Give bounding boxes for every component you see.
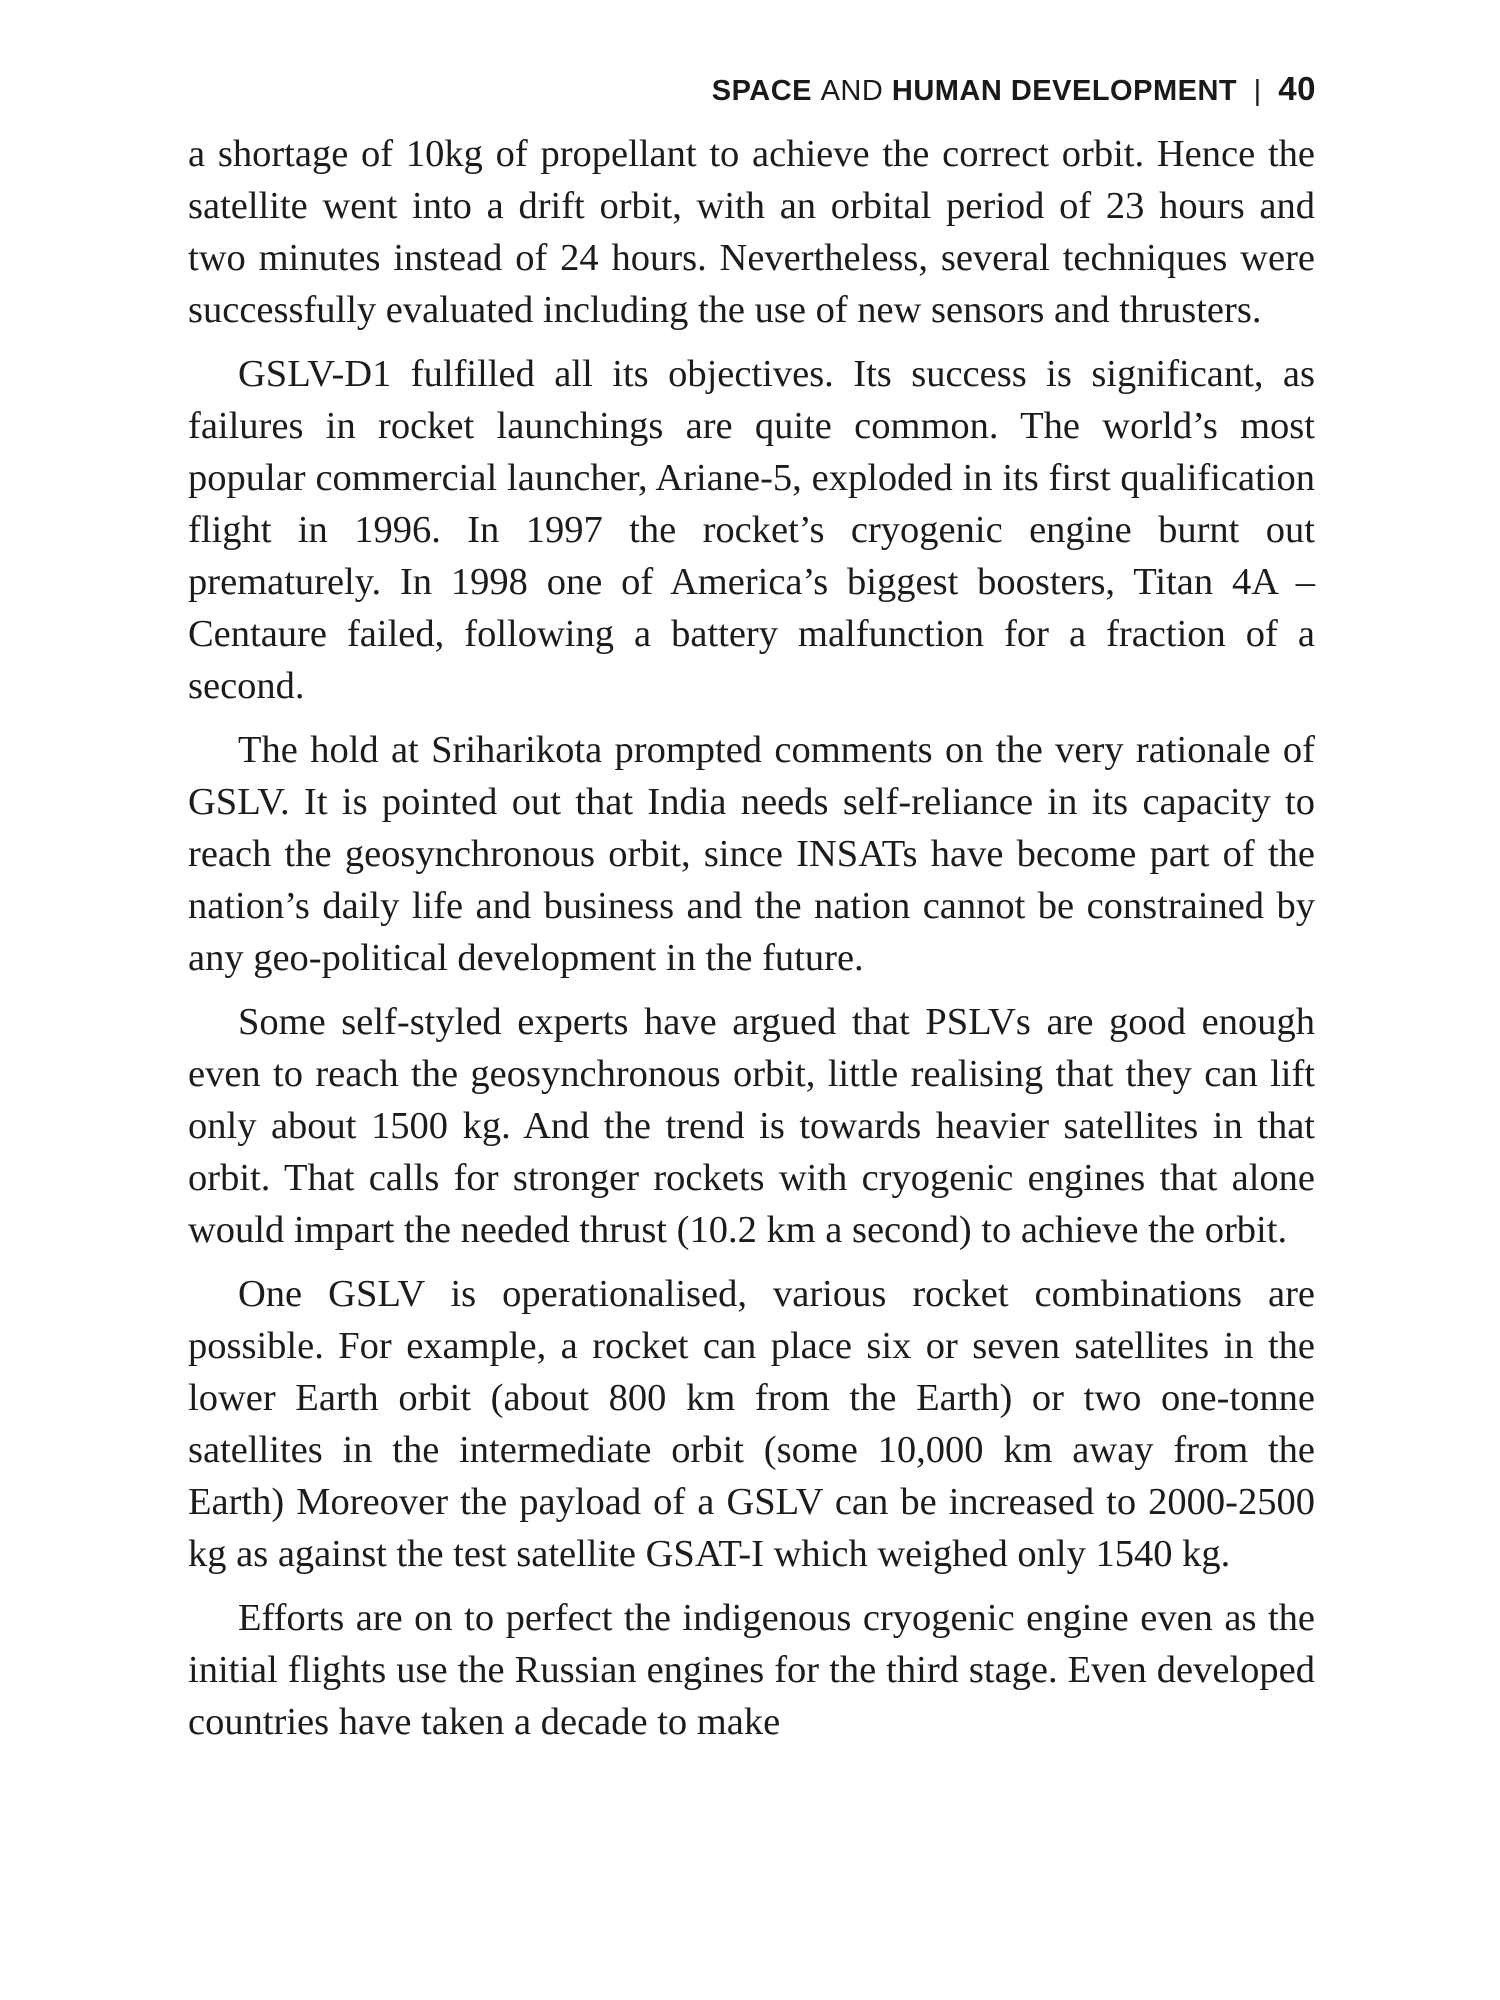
paragraph-1: a shortage of 10kg of propellant to achieve the correct orbit. Hence the satellite went into a drift orbit, with an orbital period of 23 hours and two minutes instead of 24 hours. Nevertheless, several techniques were successfully evaluated including the use of new sensors and thrusters.	[188, 133, 1315, 331]
header-title-and: AND	[820, 75, 884, 107]
paragraph-6: Efforts are on to perfect the indigenous cryogenic engine even as the initial flights use the Russian engines for the third stage. Even developed countries have taken a decade to make	[188, 1597, 1315, 1743]
page-number: 40	[1278, 70, 1316, 107]
paragraph-3: The hold at Sriharikota prompted comments on the very rationale of GSLV. It is pointed out that India needs self-reliance in its capacity to reach the geosynchronous orbit, since INSATs have become part of the nation’s daily life and business and the nation cannot be constrained by any geo-political development in the future.	[188, 729, 1315, 979]
paragraph-2: GSLV-D1 fulfilled all its objectives. Its success is significant, as failures in rocket launchings are quite common. The world’s most popular commercial launcher, Ariane-5, exploded in its first qualification flight in 1996. In 1997 the rocket’s cryogenic engine burnt out prematurely. In 1998 one of America’s biggest boosters, Titan 4A – Centaure failed, following a battery malfunction for a fraction of a second.	[188, 353, 1315, 707]
paragraph-4: Some self-styled experts have argued that PSLVs are good enough even to reach the geosynchronous orbit, little realising that they can lift only about 1500 kg. And the trend is towards heavier satellites in that orbit. That calls for stronger rockets with cryogenic engines that alone would impart the needed thrust (10.2 km a second) to achieve the orbit.	[188, 1001, 1315, 1251]
running-header	[712, 70, 1316, 108]
header-title-part1: SPACE	[711, 75, 813, 107]
header-title-part2: HUMAN DEVELOPMENT	[891, 75, 1238, 107]
body-text	[188, 128, 1315, 1760]
header-separator: |	[1253, 75, 1262, 107]
paragraph-5: One GSLV is operationalised, various rocket combinations are possible. For example, a rocket can place six or seven satellites in the lower Earth orbit (about 800 km from the Earth) or two one-tonne satellites in the intermediate orbit (some 10,000 km away from the Earth) Moreover the payload of a GSLV can be increased to 2000-2500 kg as against the test satellite GSAT-I which weighed only 1540 kg.	[188, 1273, 1315, 1575]
